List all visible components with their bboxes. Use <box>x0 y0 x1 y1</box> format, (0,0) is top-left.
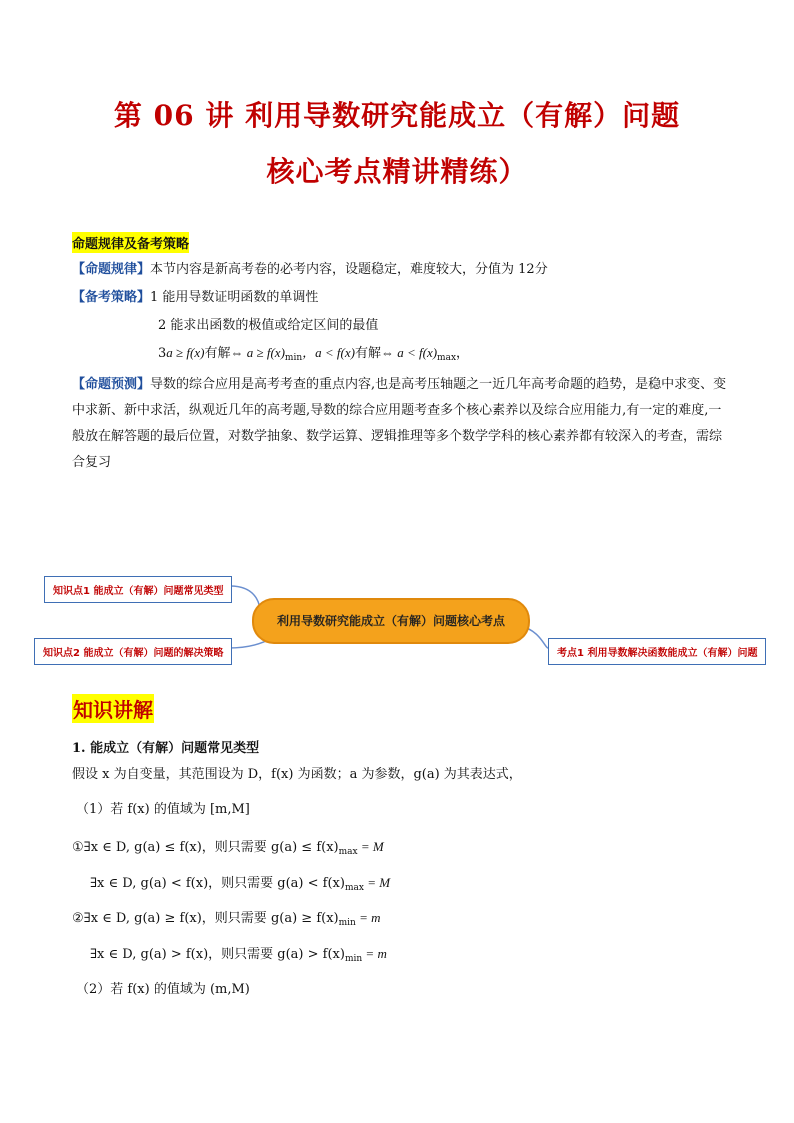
formula-line-1 <box>72 837 384 862</box>
prep-3-text-1: 有解 <box>204 346 231 361</box>
sub-heading: 1. 能成立（有解）问题常见类型 <box>72 741 260 756</box>
formula-1-end: = M <box>357 839 384 854</box>
rule-label: 【命题规律】 <box>72 262 151 277</box>
formula-line-2 <box>90 873 390 898</box>
forecast-paragraph <box>72 372 732 476</box>
prep-3-formula-b: ⇔ a ≥ f(x) <box>230 345 285 360</box>
forecast-text: 导数的综合应用是高考考查的重点内容,也是高考压轴题之一近几年高考命题的趋势，是稳中求变、变中求新、新中求活，纵观近几年的高考题,导数的综合应用题考查多个核心素养以及综合应用能力,有一定的难度,一般放在解答题的最后位置，对数学抽象、数学运算、逻辑推理等多个数学学科的核心素养都有较深入的考查，需综合复习 <box>72 377 727 470</box>
prep-3-min: min <box>284 353 303 363</box>
formula-3: ②∃x ∈ D, g(a) ≥ f(x)，则只需要 g(a) ≥ f(x) <box>72 911 339 926</box>
prep-3-max: max <box>437 353 457 363</box>
formula-4-sub: min <box>344 954 363 964</box>
mindmap-node-knowledge-1: 知识点1 能成立（有解）问题常见类型 <box>44 576 232 603</box>
intro-line: 假设 x 为自变量，其范围设为 D，f(x) 为函数；a 为参数，g(a) 为其表达式， <box>72 767 522 782</box>
formula-1-sub: max <box>338 847 358 857</box>
prep-item-3 <box>158 343 469 368</box>
rule-line <box>72 260 548 280</box>
prep-3-text-2: 有解 <box>354 346 381 361</box>
page-title-line1: 第 06 讲 利用导数研究能成立（有解）问题 <box>113 99 681 132</box>
prep-item-2: 2 能求出函数的极值或给定区间的最值 <box>158 318 379 333</box>
forecast-label: 【命题预测】 <box>72 377 151 392</box>
formula-4: ∃x ∈ D, g(a) > f(x)，则只需要 g(a) > f(x) <box>90 947 345 962</box>
case-2-line: （2）若 f(x) 的值域为 (m,M) <box>76 982 250 997</box>
formula-4-end: = m <box>362 946 387 961</box>
formula-3-end: = m <box>355 910 381 925</box>
formula-line-4 <box>90 944 387 969</box>
prep-line <box>72 288 318 308</box>
prep-3-number: 3 <box>158 346 167 361</box>
mindmap-node-knowledge-2: 知识点2 能成立（有解）问题的解决策略 <box>34 638 232 665</box>
formula-2-sub: max <box>344 883 364 893</box>
mindmap-center-node: 利用导数研究能成立（有解）问题核心考点 <box>252 598 530 644</box>
prep-3-formula-a: a ≥ f(x) <box>166 345 205 360</box>
page-title-line2: 核心考点精讲精练） <box>266 155 528 188</box>
formula-3-sub: min <box>338 918 356 928</box>
prep-3-formula-c: ，a < f(x) <box>302 345 355 360</box>
formula-line-3 <box>72 908 381 933</box>
case-1-line: （1）若 f(x) 的值域为 [m,M] <box>76 802 250 817</box>
prep-3-formula-d: ⇔ a < f(x) <box>380 345 438 360</box>
rule-text: 本节内容是新高考卷的必考内容，设题稳定，难度较大，分值为 12分 <box>150 262 548 277</box>
prep-3-end: ， <box>456 346 470 361</box>
prep-label: 【备考策略】 <box>72 290 151 305</box>
section-heading: 知识讲解 <box>72 694 154 723</box>
formula-2: ∃x ∈ D, g(a) < f(x)，则只需要 g(a) < f(x) <box>90 876 345 891</box>
formula-1: ①∃x ∈ D, g(a) ≤ f(x)，则只需要 g(a) ≤ f(x) <box>72 840 339 855</box>
prep-item-1: 1 能用导数证明函数的单调性 <box>150 290 319 305</box>
formula-2-end: = M <box>363 875 391 890</box>
strategy-heading: 命题规律及备考策略 <box>72 232 189 253</box>
mindmap-node-topic-1: 考点1 利用导数解决函数能成立（有解）问题 <box>548 638 766 665</box>
